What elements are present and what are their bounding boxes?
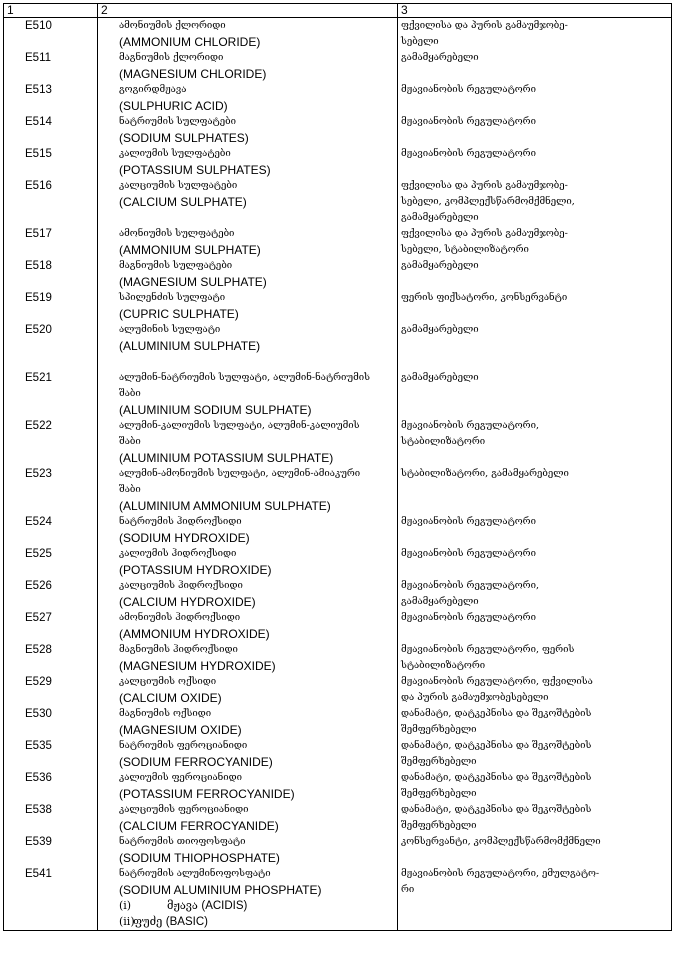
function-cell <box>398 578 672 610</box>
sub-item-georgian: მჟავა <box>167 899 198 912</box>
substance-name <box>98 610 398 642</box>
function-text: მჟავიანობის რეგულატორი, ფქვილისა და პურის გამაუმჯობესებელი <box>401 676 593 703</box>
table-row <box>4 770 672 802</box>
function-cell <box>398 322 672 354</box>
substance-name <box>98 466 398 514</box>
function-cell <box>398 466 672 514</box>
function-text: სტაბილიზატორი, გამამყარებელი <box>401 468 569 479</box>
function-cell <box>398 706 672 738</box>
substance-name <box>98 770 398 802</box>
function-cell <box>398 226 672 258</box>
function-text: მჟავიანობის რეგულატორი <box>401 612 536 623</box>
table-row <box>4 226 672 258</box>
table-row <box>4 610 672 642</box>
function-cell <box>398 50 672 82</box>
function-cell <box>398 866 672 931</box>
name-georgian: ნატრიუმის თიოფოსფატი <box>119 836 246 847</box>
function-text: მჟავიანობის რეგულატორი <box>401 84 536 95</box>
additives-table <box>3 3 672 931</box>
name-english: (CALCIUM HYDROXIDE) <box>119 595 256 609</box>
e-number-text: E521 <box>25 372 52 384</box>
name-georgian: ალუმინ-ამონიუმის სულფატი, ალუმინ-ამიაკური შაბი <box>119 468 361 495</box>
table-row <box>4 50 672 82</box>
e-number: E516 <box>4 178 98 226</box>
function-text: მჟავიანობის რეგულატორი <box>401 148 536 159</box>
substance-name <box>98 834 398 866</box>
function-text: გამამყარებელი <box>401 324 479 335</box>
name-georgian: კალციუმის სულფატები <box>119 180 238 191</box>
function-cell <box>398 642 672 674</box>
function-text: დანამატი, დატკეპნისა და შეკოშტების შემფერხებელი <box>401 708 592 735</box>
table-row <box>4 546 672 578</box>
e-number: E529 <box>4 674 98 706</box>
function-cell <box>398 418 672 466</box>
substance-name <box>98 674 398 706</box>
substance-name <box>98 578 398 610</box>
name-english: (SODIUM FERROCYANIDE) <box>119 755 273 769</box>
name-english: (CALCIUM FERROCYANIDE) <box>119 819 279 833</box>
sub-item-marker: (ii) <box>119 915 135 928</box>
function-text: გამამყარებელი <box>401 52 479 63</box>
function-text: გამამყარებელი <box>401 260 479 271</box>
function-cell <box>398 354 672 418</box>
substance-name <box>98 738 398 770</box>
table-row <box>4 146 672 178</box>
function-cell <box>398 802 672 834</box>
table-row <box>4 18 672 51</box>
name-georgian: გოგირდმჟავა <box>119 84 187 95</box>
substance-name <box>98 514 398 546</box>
name-english: (SODIUM HYDROXIDE) <box>119 531 250 545</box>
e-number: E513 <box>4 82 98 114</box>
name-georgian: ამონიუმის ჰიდროქსიდი <box>119 612 241 623</box>
function-text: მჟავიანობის რეგულატორი, ფერის სტაბილიზატორი <box>401 644 575 671</box>
substance-name <box>98 642 398 674</box>
function-cell <box>398 82 672 114</box>
name-georgian: კალიუმის სულფატები <box>119 148 231 159</box>
name-english: (ALUMINIUM SULPHATE) <box>119 339 261 353</box>
sub-item <box>119 898 397 914</box>
name-georgian: ნატრიუმის სულფატები <box>119 116 236 127</box>
e-number: E522 <box>4 418 98 466</box>
name-georgian: ამონიუმის ქლორიდი <box>119 20 226 31</box>
function-text: დანამატი, დატკეპნისა და შეკოშტების შემფერხებელი <box>401 740 592 767</box>
function-cell <box>398 674 672 706</box>
header-col-2: 2 <box>98 4 398 18</box>
e-number: E519 <box>4 290 98 322</box>
table-row <box>4 514 672 546</box>
name-georgian: ნატრიუმის ჰიდროქსიდი <box>119 516 242 527</box>
substance-name <box>98 18 398 51</box>
name-georgian: კალიუმის ჰიდროქსიდი <box>119 548 237 559</box>
table-row <box>4 674 672 706</box>
name-english: (ALUMINIUM SODIUM SULPHATE) <box>119 403 312 417</box>
name-english: (AMMONIUM SULPHATE) <box>119 243 261 257</box>
function-cell <box>398 546 672 578</box>
substance-name <box>98 146 398 178</box>
e-number: E524 <box>4 514 98 546</box>
name-english: (POTASSIUM SULPHATES) <box>119 163 271 177</box>
name-georgian: ნატრიუმის ფეროციანიდი <box>119 740 248 751</box>
function-cell <box>398 834 672 866</box>
name-georgian: ამონიუმის სულფატები <box>119 228 235 239</box>
name-georgian: ნატრიუმის ალუმინოფოსფატი <box>119 868 271 879</box>
name-georgian: ალუმინ-კალიუმის სულფატი, ალუმინ-კალიუმის შაბი <box>119 420 360 447</box>
table-row <box>4 178 672 226</box>
e-number: E510 <box>4 18 98 51</box>
function-text: მჟავიანობის რეგულატორი <box>401 548 536 559</box>
substance-name <box>98 50 398 82</box>
name-english: (CALCIUM SULPHATE) <box>119 195 247 209</box>
substance-name <box>98 418 398 466</box>
function-text: ფქვილისა და პურის გამაუმჯობე- სებელი, კომპლექსწარმომქმნელი, გამამყარებელი <box>401 180 575 223</box>
function-text: ფქვილისა და პურის გამაუმჯობე- სებელი <box>401 20 568 47</box>
table-row <box>4 290 672 322</box>
name-english: (AMMONIUM HYDROXIDE) <box>119 627 270 641</box>
name-english: (SULPHURIC ACID) <box>119 99 228 113</box>
e-number: E526 <box>4 578 98 610</box>
name-georgian: კალციუმის ოქსიდი <box>119 676 217 687</box>
e-number: E515 <box>4 146 98 178</box>
function-text: დანამატი, დატკეპნისა და შეკოშტების შემფერხებელი <box>401 772 592 799</box>
table-row <box>4 82 672 114</box>
e-number: E518 <box>4 258 98 290</box>
function-cell <box>398 770 672 802</box>
e-number: E514 <box>4 114 98 146</box>
function-text: მჟავიანობის რეგულატორი, სტაბილიზატორი <box>401 420 539 447</box>
e-number: E520 <box>4 322 98 354</box>
name-georgian: მაგნიუმის ჰიდროქსიდი <box>119 644 238 655</box>
name-georgian: მაგნიუმის სულფატები <box>119 260 233 271</box>
name-english: (MAGNESIUM OXIDE) <box>119 723 242 737</box>
e-number: E523 <box>4 466 98 514</box>
substance-name <box>98 258 398 290</box>
function-text: კონსერვანტი, კომპლექსწარმომქმნელი <box>401 836 601 847</box>
name-english: (AMMONIUM CHLORIDE) <box>119 35 261 49</box>
function-cell <box>398 610 672 642</box>
name-english: (CALCIUM OXIDE) <box>119 691 222 705</box>
name-georgian: ალუმინის სულფატი <box>119 324 221 335</box>
name-english: (ALUMINIUM AMMONIUM SULPHATE) <box>119 499 331 513</box>
function-text: მჟავიანობის რეგულატორი <box>401 116 536 127</box>
header-col-1: 1 <box>4 4 98 18</box>
e-number: E517 <box>4 226 98 258</box>
header-row <box>4 4 672 18</box>
function-text: მჟავიანობის რეგულატორი, ემულგატო- რი <box>401 868 600 895</box>
e-number: E511 <box>4 50 98 82</box>
function-text: მჟავიანობის რეგულატორი <box>401 516 536 527</box>
table-row <box>4 578 672 610</box>
e-number: E535 <box>4 738 98 770</box>
table-row <box>4 354 672 418</box>
name-english: (MAGNESIUM CHLORIDE) <box>119 67 267 81</box>
name-english: (POTASSIUM FERROCYANIDE) <box>119 787 295 801</box>
function-text: ფერის ფიქსატორი, კონსერვანტი <box>401 292 568 303</box>
header-col-3: 3 <box>398 4 672 18</box>
substance-name <box>98 866 398 931</box>
e-number: E539 <box>4 834 98 866</box>
substance-name <box>98 546 398 578</box>
table-row <box>4 322 672 354</box>
table-row <box>4 738 672 770</box>
substance-name <box>98 178 398 226</box>
table-row <box>4 706 672 738</box>
function-text: გამამყარებელი <box>401 372 479 383</box>
substance-name <box>98 114 398 146</box>
function-text: დანამატი, დატკეპნისა და შეკოშტების შემფერხებელი <box>401 804 592 831</box>
table-row <box>4 802 672 834</box>
function-cell <box>398 146 672 178</box>
table-row <box>4 418 672 466</box>
name-english: (ALUMINIUM POTASSIUM SULPHATE) <box>119 451 334 465</box>
table-row <box>4 114 672 146</box>
function-cell <box>398 178 672 226</box>
name-georgian: კალციუმის ჰიდროქსიდი <box>119 580 243 591</box>
e-number: E527 <box>4 610 98 642</box>
function-cell <box>398 514 672 546</box>
name-english: (SODIUM THIOPHOSPHATE) <box>119 851 280 865</box>
e-number: E536 <box>4 770 98 802</box>
substance-name <box>98 322 398 354</box>
function-cell <box>398 114 672 146</box>
function-cell <box>398 18 672 51</box>
function-text: მჟავიანობის რეგულატორი, გამამყარებელი <box>401 580 539 607</box>
function-text: ფქვილისა და პურის გამაუმჯობე- სებელი, სტაბილიზატორი <box>401 228 568 255</box>
name-georgian: სპილენძის სულფატი <box>119 292 226 303</box>
e-number: E525 <box>4 546 98 578</box>
e-number: E528 <box>4 642 98 674</box>
name-georgian: მაგნიუმის ქლორიდი <box>119 52 224 63</box>
e-number: E530 <box>4 706 98 738</box>
substance-name <box>98 290 398 322</box>
sub-item-marker: (i) <box>119 899 132 912</box>
name-english: (SODIUM ALUMINIUM PHOSPHATE) <box>119 883 322 897</box>
substance-name <box>98 802 398 834</box>
name-english: (POTASSIUM HYDROXIDE) <box>119 563 272 577</box>
sub-item-english: (ACIDIS) <box>201 900 248 912</box>
sub-item-english: (BASIC) <box>165 916 208 928</box>
name-english: (CUPRIC SULPHATE) <box>119 307 239 321</box>
substance-name <box>98 82 398 114</box>
name-english: (MAGNESIUM HYDROXIDE) <box>119 659 276 673</box>
sub-item-georgian: ფუძე <box>133 915 163 928</box>
e-number: E538 <box>4 802 98 834</box>
name-english: (MAGNESIUM SULPHATE) <box>119 275 267 289</box>
name-georgian: კალციუმის ფეროციანიდი <box>119 804 249 815</box>
substance-name <box>98 226 398 258</box>
function-cell <box>398 738 672 770</box>
name-english: (SODIUM SULPHATES) <box>119 131 249 145</box>
name-georgian: ალუმინ-ნატრიუმის სულფატი, ალუმინ-ნატრიუმის შაბი <box>119 372 370 399</box>
table-row <box>4 258 672 290</box>
substance-name <box>98 706 398 738</box>
function-cell <box>398 290 672 322</box>
sub-item <box>119 914 397 930</box>
table-row <box>4 642 672 674</box>
function-cell <box>398 258 672 290</box>
table-row <box>4 466 672 514</box>
name-georgian: მაგნიუმის ოქსიდი <box>119 708 212 719</box>
name-georgian: კალიუმის ფეროციანიდი <box>119 772 242 783</box>
table-row <box>4 866 672 931</box>
e-number <box>4 354 98 418</box>
table-row <box>4 834 672 866</box>
substance-name <box>98 354 398 418</box>
e-number: E541 <box>4 866 98 931</box>
